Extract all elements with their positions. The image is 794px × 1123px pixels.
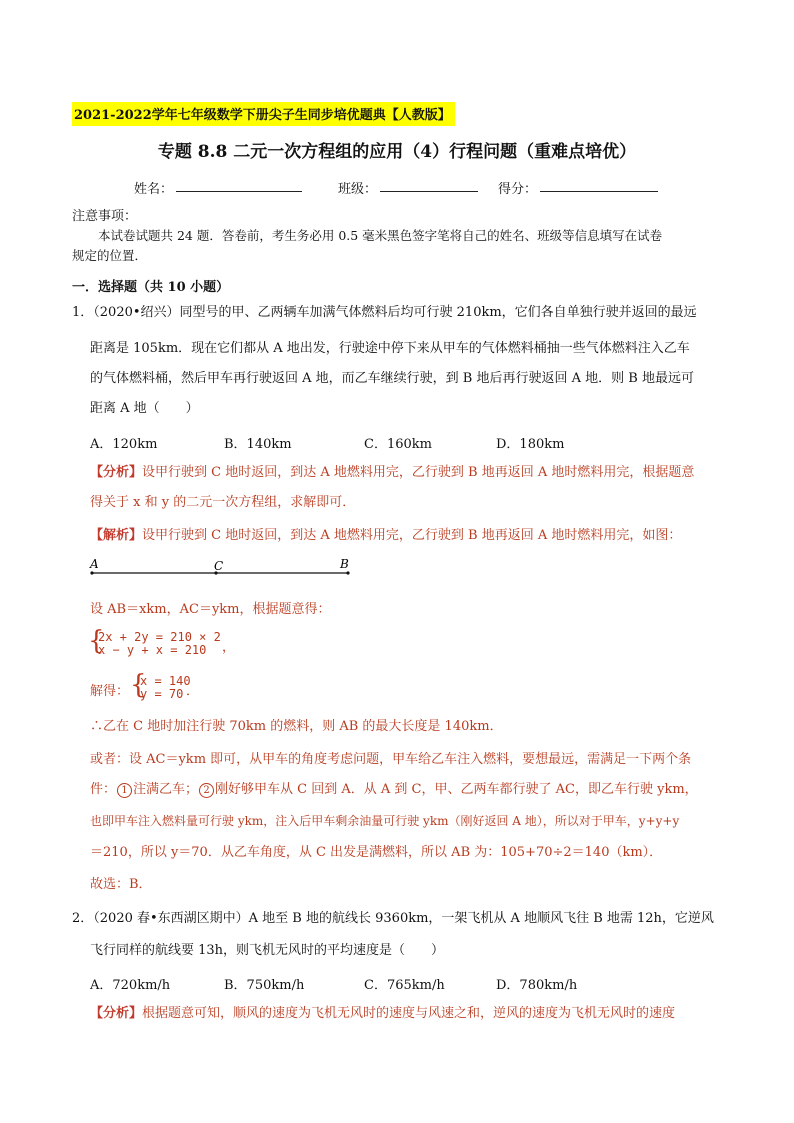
name-blank xyxy=(176,191,302,192)
point-a-dot xyxy=(90,571,93,574)
point-a-label: A xyxy=(90,557,99,571)
notes-heading: 注意事项： xyxy=(72,209,138,224)
circled-2: 2 xyxy=(199,783,214,798)
eq-1: 2x + 2y = 210 × 2 xyxy=(98,630,221,644)
q1-line-2: 距离是 105km．现在它们都从 A 地出发，行驶途中停下来从甲车的气体燃料桶抽一些气体燃料注入乙车 xyxy=(90,341,690,356)
q2-line-2: 飞行同样的航线要 13h，则飞机无风时的平均速度是（ ） xyxy=(90,943,445,958)
q1-alt-line-1: 或者：设 AC＝ykm 即可，从甲车的角度考虑问题，甲车给乙车注入燃料，要想最远，需满足一下两个条 xyxy=(90,752,692,767)
q1-let-line: 设 AB＝xkm，AC＝ykm，根据题意得： xyxy=(90,602,331,617)
name-label: 姓名： xyxy=(134,182,174,197)
q1-conclusion: ∴乙在 C 地时加注行驶 70km 的燃料，则 AB 的最大长度是 140km． xyxy=(90,719,503,734)
q1-solution-line-1: 【解析】设甲行驶到 C 地时返回，到达 A 地燃料用完，乙行驶到 B 地再返回 A 地时燃料用完，如图： xyxy=(90,528,682,543)
q1-line-1: 1．（2020•绍兴）同型号的甲、乙两辆车加满气体燃料后均可行驶 210km，它们各自单独行驶并返回的最远 xyxy=(72,305,697,320)
point-b-label: B xyxy=(340,557,349,571)
q1-alt-line-3: 也即甲车注入燃料量可行驶 ykm，注入后甲车剩余油量可行驶 ykm（刚好返回 A 地），所以对于甲车，y+y+y xyxy=(90,814,680,828)
eq-suffix: ， xyxy=(222,640,236,655)
score-label: 得分： xyxy=(498,182,538,197)
notes-line-2: 规定的位置． xyxy=(72,248,148,263)
q1-answer: 故选：B． xyxy=(90,877,152,892)
q2-line-1: 2．（2020 春•东西湖区期中）A 地至 B 地的航线长 9360km，一架飞机从 A 地顺风飞往 B 地需 12h，它逆风 xyxy=(72,911,714,926)
section-heading: 一．选择题（共 10 小题） xyxy=(72,280,230,295)
q1-analysis-tag: 【分析】 xyxy=(90,465,143,480)
eq-2: x − y + x = 210 xyxy=(98,642,207,657)
sol-suffix: ． xyxy=(186,684,200,699)
point-c-label: C xyxy=(214,559,224,573)
circled-1: 1 xyxy=(117,783,132,798)
sol-y: y = 70 xyxy=(140,686,184,701)
q2-analysis-tag: 【分析】 xyxy=(90,1006,143,1021)
solution-system xyxy=(140,675,191,700)
q1-line-4: 距离 A 地（ ） xyxy=(90,401,199,416)
sol-x: x = 140 xyxy=(140,674,191,688)
q2-choice-c: C．765km/h xyxy=(364,978,445,993)
eq-system-brace: { xyxy=(88,626,105,656)
q1-choice-c: C．160km xyxy=(364,437,432,452)
student-info-row xyxy=(0,178,794,198)
q2-choice-a: A．720km/h xyxy=(90,978,171,993)
q1-line-3: 的气体燃料桶，然后甲车再行驶返回 A 地，而乙车继续行驶，到 B 地后再行驶返回 A 地．则 B 地最远可 xyxy=(90,371,694,386)
q1-alt-line-2: 件： 1 注满乙车； 2 刚好够甲车从 C 回到 A．从 A 到 C，甲、乙两车都行驶了 AC，即乙车行驶 ykm， xyxy=(90,782,698,797)
series-banner: 2021-2022学年七年级数学下册尖子生同步培优题典【人教版】 xyxy=(72,102,455,126)
class-blank xyxy=(380,191,478,192)
q1-solution-tag: 【解析】 xyxy=(90,528,143,543)
page-title: 专题 8.8 二元一次方程组的应用（4）行程问题（重难点培优） xyxy=(157,142,637,162)
q2-choice-b: B．750km/h xyxy=(224,978,305,993)
solution-brace: { xyxy=(130,670,147,700)
score-blank xyxy=(540,191,658,192)
q2-choice-d: D．780km/h xyxy=(496,978,578,993)
q1-choice-a: A．120km xyxy=(90,437,158,452)
q1-analysis-line-1: 【分析】设甲行驶到 C 地时返回，到达 A 地燃料用完，乙行驶到 B 地再返回 A 地时燃料用完，根据题意 xyxy=(90,465,695,480)
class-label: 班级： xyxy=(338,182,378,197)
q1-analysis-line-2: 得关于 x 和 y 的二元一次方程组，求解即可． xyxy=(90,495,356,510)
solve-label: 解得： xyxy=(90,684,130,699)
q1-choice-b: B．140km xyxy=(224,437,292,452)
eq-system xyxy=(98,631,221,656)
q1-choice-d: D．180km xyxy=(496,437,565,452)
segment-diagram xyxy=(72,557,382,587)
notes-line-1: 本试卷试题共 24 题．答卷前，考生务必用 0.5 毫米黑色签字笔将自己的姓名、班级等信息填写在试卷 xyxy=(98,228,663,243)
q1-alt-line-4: ＝210，所以 y＝70．从乙车角度，从 C 出发是满燃料，所以 AB 为：105+70÷2＝140（km）． xyxy=(90,845,663,860)
q2-analysis-line-1: 【分析】根据题意可知，顺风的速度为飞机无风时的速度与风速之和，逆风的速度为飞机无风时的速度 xyxy=(90,1006,676,1021)
point-b-dot xyxy=(346,571,349,574)
